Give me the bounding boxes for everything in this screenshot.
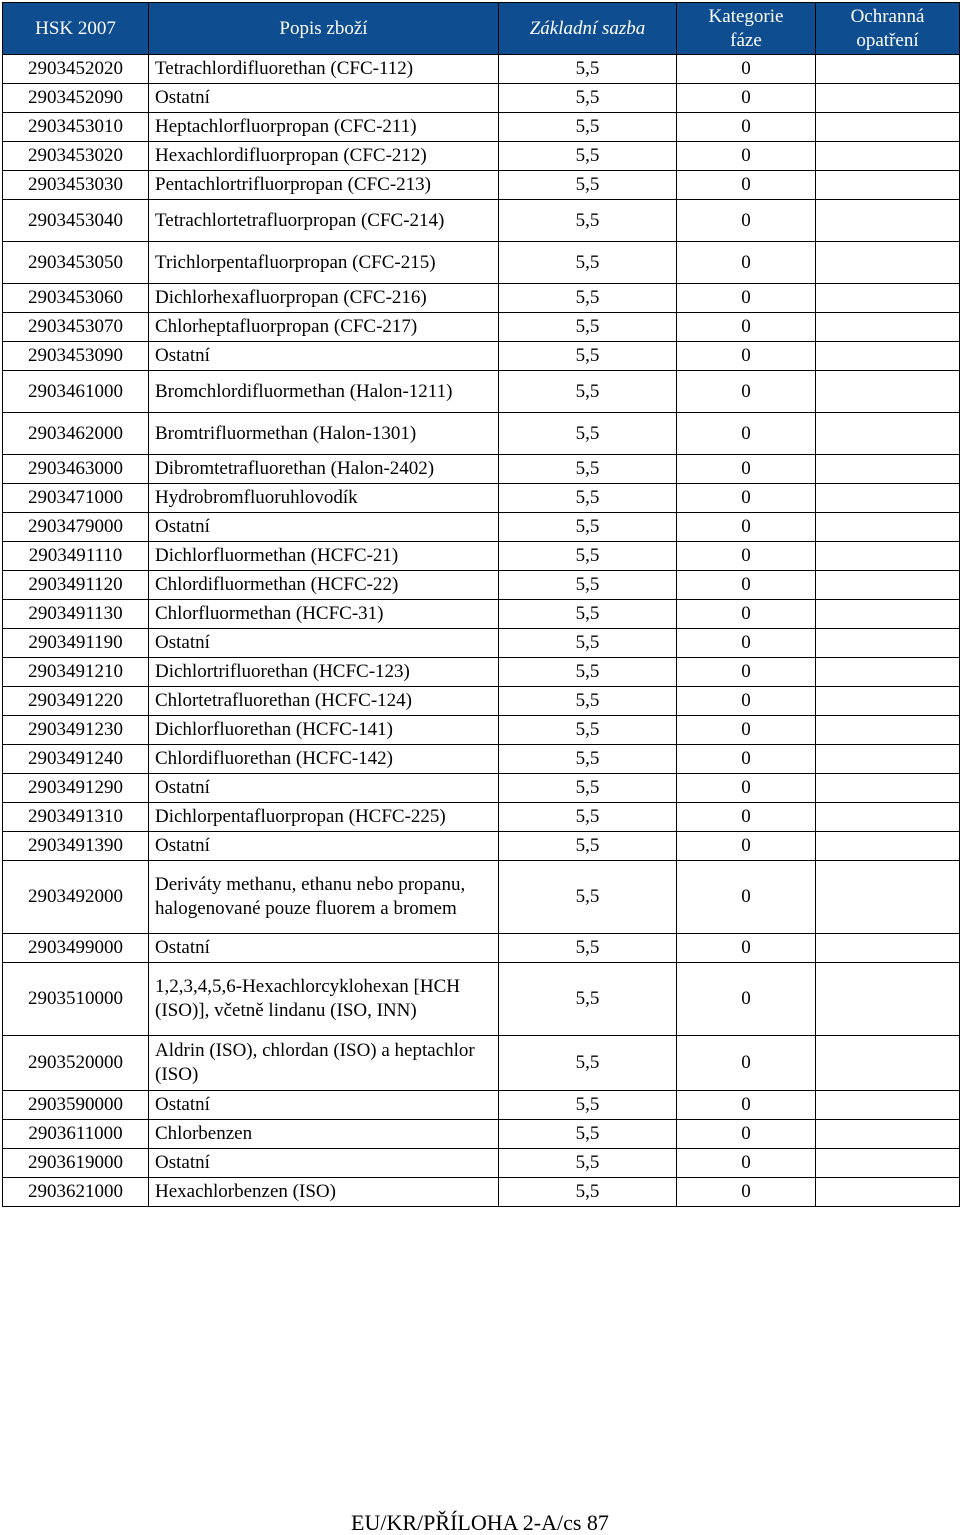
base-rate-cell: 5,5 <box>499 1091 677 1120</box>
protection-cell <box>816 1091 960 1120</box>
protection-cell <box>816 658 960 687</box>
table-row <box>3 84 960 113</box>
table-row <box>3 934 960 963</box>
table-row <box>3 113 960 142</box>
description-cell: Chlorbenzen <box>149 1120 499 1149</box>
hs-code-cell: 2903491220 <box>3 687 149 716</box>
category-cell: 0 <box>677 1120 816 1149</box>
hs-code-cell: 2903452020 <box>3 55 149 84</box>
hs-code-cell: 2903491390 <box>3 832 149 861</box>
base-rate-cell: 5,5 <box>499 1120 677 1149</box>
category-cell: 0 <box>677 1149 816 1178</box>
base-rate-cell: 5,5 <box>499 745 677 774</box>
protection-cell <box>816 342 960 371</box>
base-rate-cell: 5,5 <box>499 284 677 313</box>
category-cell: 0 <box>677 142 816 171</box>
description-cell: Hexachlorbenzen (ISO) <box>149 1178 499 1207</box>
description-cell: Dichlorpentafluorpropan (HCFC-225) <box>149 803 499 832</box>
table-row <box>3 313 960 342</box>
protection-cell <box>816 142 960 171</box>
table-row <box>3 745 960 774</box>
description-cell: Ostatní <box>149 342 499 371</box>
protection-cell <box>816 313 960 342</box>
base-rate-cell: 5,5 <box>499 542 677 571</box>
hs-code-cell: 2903491290 <box>3 774 149 803</box>
base-rate-cell: 5,5 <box>499 571 677 600</box>
category-cell: 0 <box>677 963 816 1036</box>
protection-cell <box>816 371 960 413</box>
tariff-table <box>2 2 960 1207</box>
table-row <box>3 861 960 934</box>
base-rate-cell: 5,5 <box>499 687 677 716</box>
category-cell: 0 <box>677 571 816 600</box>
description-cell: Trichlorpentafluorpropan (CFC-215) <box>149 242 499 284</box>
base-rate-cell: 5,5 <box>499 1149 677 1178</box>
description-cell: Chlordifluorethan (HCFC-142) <box>149 745 499 774</box>
description-cell: Ostatní <box>149 832 499 861</box>
table-row <box>3 629 960 658</box>
category-cell: 0 <box>677 171 816 200</box>
hs-code-cell: 2903499000 <box>3 934 149 963</box>
table-row <box>3 242 960 284</box>
description-cell: Deriváty methanu, ethanu nebo propanu, halogenované pouze fluorem a bromem <box>149 861 499 934</box>
table-row <box>3 55 960 84</box>
protection-cell <box>816 55 960 84</box>
hs-code-cell: 2903491120 <box>3 571 149 600</box>
header-protection-line2: opatření <box>856 29 919 51</box>
base-rate-cell: 5,5 <box>499 1036 677 1091</box>
category-cell: 0 <box>677 1036 816 1091</box>
protection-cell <box>816 1178 960 1207</box>
hs-code-cell: 2903611000 <box>3 1120 149 1149</box>
category-cell: 0 <box>677 113 816 142</box>
category-cell: 0 <box>677 934 816 963</box>
header-code: HSK 2007 <box>3 3 149 55</box>
table-row <box>3 1036 960 1091</box>
description-cell: Ostatní <box>149 934 499 963</box>
description-cell: Dichlorhexafluorpropan (CFC-216) <box>149 284 499 313</box>
hs-code-cell: 2903491130 <box>3 600 149 629</box>
description-cell: Chlortetrafluorethan (HCFC-124) <box>149 687 499 716</box>
hs-code-cell: 2903492000 <box>3 861 149 934</box>
hs-code-cell: 2903479000 <box>3 513 149 542</box>
hs-code-cell: 2903491310 <box>3 803 149 832</box>
protection-cell <box>816 284 960 313</box>
category-cell: 0 <box>677 629 816 658</box>
base-rate-cell: 5,5 <box>499 803 677 832</box>
description-cell: Dichlortrifluorethan (HCFC-123) <box>149 658 499 687</box>
protection-cell <box>816 629 960 658</box>
table-row <box>3 600 960 629</box>
hs-code-cell: 2903453020 <box>3 142 149 171</box>
hs-code-cell: 2903621000 <box>3 1178 149 1207</box>
base-rate-cell: 5,5 <box>499 629 677 658</box>
table-row <box>3 284 960 313</box>
base-rate-cell: 5,5 <box>499 84 677 113</box>
table-row <box>3 832 960 861</box>
base-rate-cell: 5,5 <box>499 142 677 171</box>
description-cell: Dichlorfluorethan (HCFC-141) <box>149 716 499 745</box>
description-cell: Heptachlorfluorpropan (CFC-211) <box>149 113 499 142</box>
protection-cell <box>816 542 960 571</box>
category-cell: 0 <box>677 803 816 832</box>
category-cell: 0 <box>677 313 816 342</box>
base-rate-cell: 5,5 <box>499 455 677 484</box>
description-cell: Chlorheptafluorpropan (CFC-217) <box>149 313 499 342</box>
hs-code-cell: 2903453060 <box>3 284 149 313</box>
category-cell: 0 <box>677 687 816 716</box>
description-cell: Hydrobromfluoruhlovodík <box>149 484 499 513</box>
hs-code-cell: 2903453050 <box>3 242 149 284</box>
protection-cell <box>816 716 960 745</box>
base-rate-cell: 5,5 <box>499 371 677 413</box>
description-cell: Ostatní <box>149 774 499 803</box>
header-protection-line1: Ochranná <box>850 5 925 27</box>
category-cell: 0 <box>677 342 816 371</box>
table-row <box>3 513 960 542</box>
table-row <box>3 687 960 716</box>
category-cell: 0 <box>677 1091 816 1120</box>
description-cell: Aldrin (ISO), chlordan (ISO) a heptachlor (ISO) <box>149 1036 499 1091</box>
description-cell: Chlorfluormethan (HCFC-31) <box>149 600 499 629</box>
description-cell: Tetrachlordifluorethan (CFC-112) <box>149 55 499 84</box>
base-rate-cell: 5,5 <box>499 963 677 1036</box>
hs-code-cell: 2903491110 <box>3 542 149 571</box>
category-cell: 0 <box>677 1178 816 1207</box>
description-cell: Ostatní <box>149 84 499 113</box>
header-base-rate-label: Základní sazba <box>529 17 646 39</box>
base-rate-cell: 5,5 <box>499 658 677 687</box>
table-row <box>3 142 960 171</box>
category-cell: 0 <box>677 84 816 113</box>
hs-code-cell: 2903453030 <box>3 171 149 200</box>
hs-code-cell: 2903463000 <box>3 455 149 484</box>
hs-code-cell: 2903453090 <box>3 342 149 371</box>
header-category-line2: fáze <box>730 29 762 51</box>
page-footer: EU/KR/PŘÍLOHA 2-A/cs 87 <box>351 1510 609 1535</box>
description-cell: Dibromtetrafluorethan (Halon-2402) <box>149 455 499 484</box>
description-cell: Ostatní <box>149 629 499 658</box>
protection-cell <box>816 113 960 142</box>
table-row <box>3 455 960 484</box>
protection-cell <box>816 745 960 774</box>
base-rate-cell: 5,5 <box>499 861 677 934</box>
base-rate-cell: 5,5 <box>499 1178 677 1207</box>
base-rate-cell: 5,5 <box>499 313 677 342</box>
hs-code-cell: 2903471000 <box>3 484 149 513</box>
description-cell: Ostatní <box>149 1091 499 1120</box>
hs-code-cell: 2903491190 <box>3 629 149 658</box>
category-cell: 0 <box>677 600 816 629</box>
category-cell: 0 <box>677 542 816 571</box>
table-row <box>3 342 960 371</box>
protection-cell <box>816 687 960 716</box>
table-row <box>3 658 960 687</box>
category-cell: 0 <box>677 242 816 284</box>
category-cell: 0 <box>677 55 816 84</box>
header-base-rate <box>499 3 677 55</box>
base-rate-cell: 5,5 <box>499 484 677 513</box>
protection-cell <box>816 803 960 832</box>
table-row <box>3 542 960 571</box>
base-rate-cell: 5,5 <box>499 774 677 803</box>
category-cell: 0 <box>677 371 816 413</box>
description-cell: Ostatní <box>149 513 499 542</box>
hs-code-cell: 2903491210 <box>3 658 149 687</box>
category-cell: 0 <box>677 861 816 934</box>
category-cell: 0 <box>677 484 816 513</box>
description-cell: Bromtrifluormethan (Halon-1301) <box>149 413 499 455</box>
description-cell: Hexachlordifluorpropan (CFC-212) <box>149 142 499 171</box>
protection-cell <box>816 242 960 284</box>
table-row <box>3 413 960 455</box>
hs-code-cell: 2903590000 <box>3 1091 149 1120</box>
table-row <box>3 803 960 832</box>
protection-cell <box>816 1036 960 1091</box>
category-cell: 0 <box>677 774 816 803</box>
category-cell: 0 <box>677 716 816 745</box>
protection-cell <box>816 484 960 513</box>
protection-cell <box>816 934 960 963</box>
description-cell: Ostatní <box>149 1149 499 1178</box>
table-row <box>3 716 960 745</box>
protection-cell <box>816 455 960 484</box>
protection-cell <box>816 1120 960 1149</box>
base-rate-cell: 5,5 <box>499 342 677 371</box>
table-row <box>3 1120 960 1149</box>
header-row <box>3 3 960 55</box>
header-category-line1: Kategorie <box>708 5 784 27</box>
hs-code-cell: 2903520000 <box>3 1036 149 1091</box>
category-cell: 0 <box>677 284 816 313</box>
description-cell: Bromchlordifluormethan (Halon-1211) <box>149 371 499 413</box>
base-rate-cell: 5,5 <box>499 716 677 745</box>
header-protection <box>816 3 960 55</box>
category-cell: 0 <box>677 413 816 455</box>
category-cell: 0 <box>677 832 816 861</box>
base-rate-cell: 5,5 <box>499 171 677 200</box>
table-row <box>3 1091 960 1120</box>
base-rate-cell: 5,5 <box>499 600 677 629</box>
protection-cell <box>816 513 960 542</box>
protection-cell <box>816 600 960 629</box>
category-cell: 0 <box>677 745 816 774</box>
base-rate-cell: 5,5 <box>499 55 677 84</box>
protection-cell <box>816 84 960 113</box>
category-cell: 0 <box>677 455 816 484</box>
table-row <box>3 484 960 513</box>
description-cell: Chlordifluormethan (HCFC-22) <box>149 571 499 600</box>
table-row <box>3 171 960 200</box>
protection-cell <box>816 861 960 934</box>
hs-code-cell: 2903619000 <box>3 1149 149 1178</box>
hs-code-cell: 2903453070 <box>3 313 149 342</box>
hs-code-cell: 2903461000 <box>3 371 149 413</box>
description-cell: 1,2,3,4,5,6-Hexachlorcyklohexan [HCH (ISO)], včetně lindanu (ISO, INN) <box>149 963 499 1036</box>
hs-code-cell: 2903452090 <box>3 84 149 113</box>
hs-code-cell: 2903453010 <box>3 113 149 142</box>
description-cell: Dichlorfluormethan (HCFC-21) <box>149 542 499 571</box>
base-rate-cell: 5,5 <box>499 513 677 542</box>
base-rate-cell: 5,5 <box>499 113 677 142</box>
table-row <box>3 963 960 1036</box>
protection-cell <box>816 774 960 803</box>
protection-cell <box>816 413 960 455</box>
base-rate-cell: 5,5 <box>499 242 677 284</box>
hs-code-cell: 2903491240 <box>3 745 149 774</box>
protection-cell <box>816 171 960 200</box>
protection-cell <box>816 1149 960 1178</box>
category-cell: 0 <box>677 658 816 687</box>
hs-code-cell: 2903462000 <box>3 413 149 455</box>
table-row <box>3 371 960 413</box>
protection-cell <box>816 963 960 1036</box>
category-cell: 0 <box>677 200 816 242</box>
hs-code-cell: 2903510000 <box>3 963 149 1036</box>
table-row <box>3 774 960 803</box>
base-rate-cell: 5,5 <box>499 934 677 963</box>
table-row <box>3 200 960 242</box>
header-category <box>677 3 816 55</box>
hs-code-cell: 2903453040 <box>3 200 149 242</box>
base-rate-cell: 5,5 <box>499 413 677 455</box>
base-rate-cell: 5,5 <box>499 832 677 861</box>
protection-cell <box>816 832 960 861</box>
description-cell: Pentachlortrifluorpropan (CFC-213) <box>149 171 499 200</box>
protection-cell <box>816 571 960 600</box>
base-rate-cell: 5,5 <box>499 200 677 242</box>
table-row <box>3 1149 960 1178</box>
header-description: Popis zboží <box>149 3 499 55</box>
hs-code-cell: 2903491230 <box>3 716 149 745</box>
description-cell: Tetrachlortetrafluorpropan (CFC-214) <box>149 200 499 242</box>
table-row <box>3 1178 960 1207</box>
protection-cell <box>816 200 960 242</box>
category-cell: 0 <box>677 513 816 542</box>
table-row <box>3 571 960 600</box>
